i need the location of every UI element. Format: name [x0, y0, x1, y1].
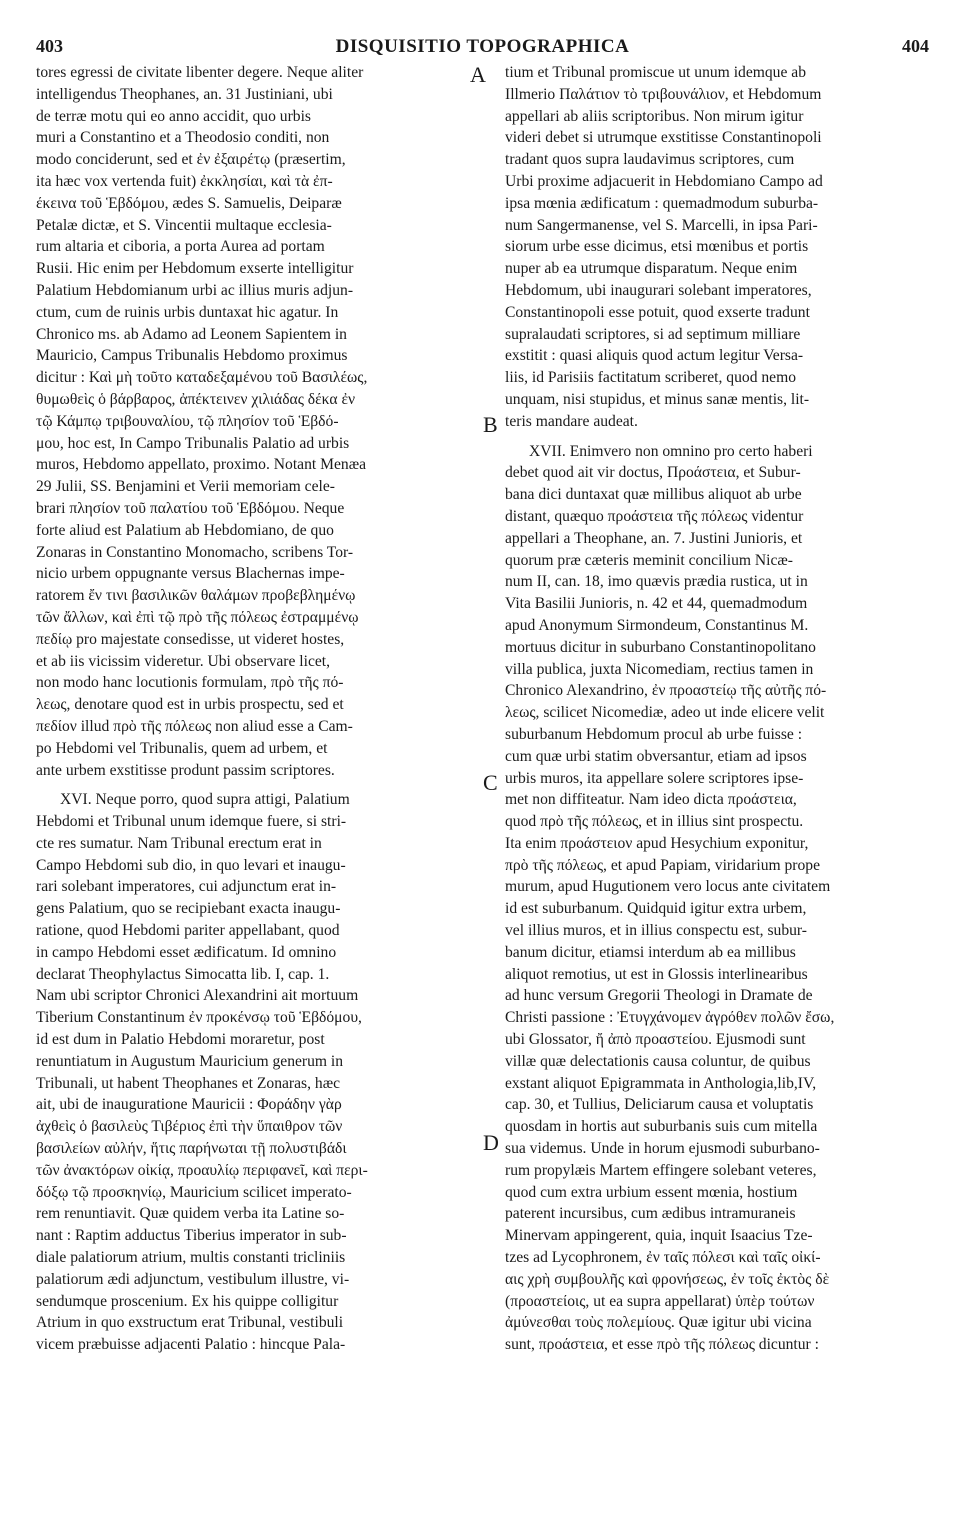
running-header: [36, 36, 929, 60]
page-number-right: 404: [902, 36, 929, 56]
left-column: [36, 62, 468, 1356]
page-number-left: 403: [36, 36, 63, 56]
margin-marker-b: B: [483, 412, 498, 437]
margin-marker-d: D: [483, 1130, 499, 1155]
paragraph-section-xvi: XVI. Neque porro, quod supra attigi, Palatium Hebdomi et Tribunal unum idemque fuere, si stri- cte res sumatur. Nam Tribunal erectum erat in Campo Hebdomi sub dio, in quo levari et inaugu- rari solebant imperatores, cui adjunctum erat in- gens Palatium, quo se recipiebant exacta inaugu- ratione, quod Hebdomi pariter appellabant, quod in campo Hebdomi esset ædificatum. Id omnino declarat Theophylactus Simocatta lib. I, cap. 1. Nam ubi scriptor Chronici Alexandrini ait mortuum Tiberium Constantinum ἐν πρoκένσῳ τοῦ Ἑβδόμου, id est dum in Palatio Hebdomi moraretur, post renuntiatum in Augustum Mauricium generum in Tribunali, ut habent Theophanes et Zonaras, hæc ait, ubi de inauguratione Mauricii : Φοράδην γὰρ ἀχθεὶς ὁ βασιλεὺς Τιβέριος ἐπὶ τὴν ὕπαιθρον τῶν βασιλείων αὐλήν, ἥτις παρήνωται τῇ πολυστιβάδι τῶν ἀνακτόρων οἰκίᾳ, προαυλίῳ περιφανεῖ, καὶ περι- δόξῳ τῷ προσκηνίῳ, Mauricium scilicet imperato- rem renuntiavit. Quæ quidem verba ita Latine so- nant : Raptim adductus Tiberius imperator in sub- diale palatiorum atrium, multis constanti tricliniis palatiorum ædi adjunctum, vestibulum illustre, vi- sendumque proscenium. Ex his quippe colligitur Atrium in quo exstructum erat Tribunal, vestibuli vicem præbuisse adjacenti Palatio : hincque Pala-: [36, 791, 368, 1354]
margin-marker-a: A: [470, 62, 486, 87]
margin-marker-c: C: [483, 770, 498, 795]
paragraph-continued-right: tium et Tribunal promiscue ut unum idemque ab Illmerio Παλάτιον τὸ τριβουνάλιον, et Hebdomum appellari ab aliis scriptoribus. Non mirum igitur videri debet si utrumque exstitisse Constantinopoli tradant quos supra laudavimus scriptores, cum Urbi proxime adjacuerit in Hebdomiano Campo ad ipsa mœnia ædificatum : quemadmodum suburba- num Sangermanense, vel S. Marcelli, in ipsa Pari- siorum urbe esse dicimus, etsi mœnibus et portis nuper ab ea utrumque disparatum. Neque enim Hebdomum, ubi inaugurari solebant imperatores, Constantinopoli esse potuit, quod exserte tradunt supralaudati scriptores, si ad septimum milliare exstitit : quasi aliquis quod actum legitur Versa- liis, id Parisiis factitatum scriberet, quod nemo unquam, nisi stupidus, et minus sanæ mentis, lit- teris mandare audeat.: [505, 64, 823, 430]
right-column: [505, 62, 929, 1356]
running-title: DISQUISITIO TOPOGRAPHICA: [335, 36, 630, 57]
paragraph-continued: tores egressi de civitate libenter degere. Neque aliter intelligendus Theophanes, an. 31 Justiniani, ubi de terræ motu qui eo anno accidit, quo urbis muri a Constantino et a Theodosio conditi, non modo conciderunt, sed et ἐν ἐξαιρέτῳ (præsertim, ita hæc vox vertenda fuit) ἐκκλησίαι, καὶ τὰ ἐπ- έκεινα τοῦ Ἑβδόμου, ædes S. Samuelis, Deiparæ Petalæ dictæ, et S. Vincentii multaque ecclesia- rum altaria et ciboria, a porta Aurea ad portam Rusii. Hic enim per Hebdomum exserte intelligitur Palatium Hebdomianum urbi ac illius muris adjun- ctum, cum de ruinis urbis duntaxat hic agatur. In Chronico ms. ab Adamo ad Leonem Sapientem in Mauricio, Campus Tribunalis Hebdomo proximus dicitur : Καὶ μὴ τοῦτο καταδεξαμένου τοῦ Βασιλέως, θυμωθεὶς ὁ βάρβαρος, ἀπέκτεινεν χιλιάδας δέκα ἐν τῷ Κάμπῳ τριβουναλίου, τῷ πλησίον τοῦ Ἑβδό- μου, hoc est, In Campo Tribunalis Palatio ad urbis muros, Hebdomo appellato, proximo. Notant Menæa 29 Julii, SS. Benjamini et Verii memoriam cele- brari πλησίον τοῦ παλατίου τοῦ Ἑβδόμου. Neque forte aliud est Palatium ab Hebdomiano, de quo Zonaras in Constantino Monomacho, scribens Tor- nicio urbem oppugnante versus Blachernas impe- ratorem ἔν τινι βασιλικῶν θαλάμων προβεβλημένῳ τῶν ἄλλων, καὶ ἐπὶ τῷ πρὸ τῆς πόλεως ἐστραμμένῳ πεδίῳ pro majestate consedisse, ut videret hostes, et ab iis vicissim videretur. Ubi observare licet, non modo hanc locutionis formulam, πρὸ τῆς πό- λεως, denotare quod est in urbis prospectu, sed et πεδίον illud πρὸ τῆς πόλεως non aliud esse a Cam- po Hebdomi vel Tribunalis, quem ad urbem, et ante urbem exstitisse produnt passim scriptores.: [36, 64, 368, 779]
paragraph-section-xvii: XVII. Enimvero non omnino pro certo haberi debet quod ait vir doctus, Προάστεια, et Subur- bana dici duntaxat quæ millibus aliquot ab urbe distant, quæquo προάστεια τῆς πόλεως videntur appellari a Theophane, an. 7. Justini Junioris, et quorum præ cæteris meminit concilium Nicæ- num II, can. 18, imo quævis prædia rustica, ut in Vita Basilii Junioris, n. 42 et 44, quemadmodum apud Anonymum Sirmondeum, Constantinus M. mortuus dicitur in suburbano Constantinopolitano villa publica, juxta Nicomediam, rectius tamen in Chronico Alexandrino, ἐν προαστείῳ τῆς αὐτῆς πό- λεως, scilicet Nicomediæ, adeo ut inde elicere velit suburbanum Hebdomum procul ab urbe fuisse : cum quæ urbi statim obversantur, etiam ad ipsos urbis muros, ita appellare solere scriptores ipse- met non diffiteatur. Nam ideo dicta προάστεια, quod πρὸ τῆς πόλεως, et in illius sint prospectu. Ita enim προάστειον apud Hesychium exponitur, πρὸ τῆς πόλεως, et apud Papiam, viridarium prope murum, apud Hugutionem vero locus ante civitatem id est suburbanum. Quidquid igitur extra urbem, vel illius muros, et in illius conspectu est, subur- banum dicitur, etiamsi interdum ab ea millibus aliquot remotius, ut est in Glossis interlinearibus ad hunc versum Gregorii Theologi in Dramate de Christi passione : Ἐτυγχάνομεν ἀγρόθεν πολῶν ἔσω, ubi Glossator, ἤ ἀπὸ προαστείου. Ejusmodi sunt villæ quæ delectationis causa coluntur, de quibus exstant aliquot Epigrammata in Anthologia,lib,IV, cap. 30, et Tullius, Deliciarum causa et voluptatis quosdam in hortis aut suburbanis suis cum mitella sua videmus. Unde in horum ejusmodi suburbano- rum propylæis Martem effingere solebant veteres, quod cum extra urbium essent mœnia, hostium paterent incursibus, cum ædibus intramuraneis Minervam appingerent, quia, inquit Isaacius Tze- tzes ad Lycophronem, ἐν ταῖς πόλεσι καὶ ταῖς οἰκί- αις χρὴ συμβουλῆς καὶ φρονήσεως, ἐν τοῖς ἐκτὸς δὲ (προαστείοις, ut ea supra appellarat) ὑπὲρ τούτων ἀμύνεσθαι τοὺς πολεμίους. Quæ igitur ubi vicina sunt, προάστεια, et esse πρὸ τῆς πόλεως dicuntur :: [505, 442, 835, 1354]
